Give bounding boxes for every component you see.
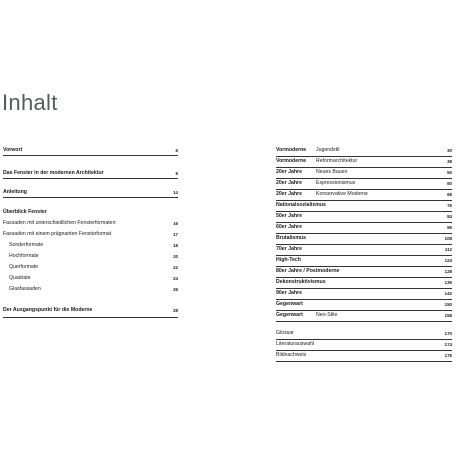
- toc-entry-style: Reformarchitektur: [316, 158, 358, 164]
- toc-entry[interactable]: [276, 289, 452, 298]
- toc-entry-label: Glasfassaden: [9, 286, 41, 292]
- page-title: Inhalt: [2, 90, 58, 115]
- toc-entry-page-number: 28: [173, 308, 178, 313]
- toc-entry-label: Glossar: [276, 330, 294, 336]
- toc-entry-label: Der Ausgangspunkt für die Moderne: [3, 307, 93, 313]
- entry-rule: [276, 255, 452, 256]
- toc-entry-label: Vormoderne: [276, 147, 307, 153]
- toc-entry-style: Expressionismus: [316, 180, 356, 186]
- toc-entry-label: High-Tech: [276, 257, 301, 263]
- toc-entry-page-number: 142: [444, 291, 452, 296]
- entry-rule: [276, 288, 452, 289]
- entry-rule: [276, 233, 452, 234]
- toc-entry-page-number: 96: [447, 225, 452, 230]
- toc-entry[interactable]: [276, 201, 452, 210]
- toc-entry-page-number: 175: [444, 353, 452, 358]
- toc-entry-label: Vormoderne: [276, 158, 307, 164]
- toc-entry-page-number: 26: [173, 287, 178, 292]
- entry-rule: [276, 299, 452, 300]
- entry-rule: [276, 310, 452, 311]
- toc-entry[interactable]: [276, 146, 452, 155]
- toc-entry[interactable]: [3, 241, 178, 250]
- entry-rule: [276, 350, 452, 351]
- toc-entry-page-number: 30: [447, 148, 452, 153]
- toc-entry-label: Fassaden mit unterschiedlichen Fensterformaten: [3, 220, 116, 226]
- toc-entry[interactable]: [276, 157, 452, 166]
- toc-entry[interactable]: [3, 285, 178, 294]
- entry-rule: [276, 200, 452, 201]
- entry-rule: [276, 339, 452, 340]
- toc-entry-page-number: 22: [173, 265, 178, 270]
- toc-entry-label: 70er Jahre: [276, 246, 302, 252]
- entry-rule: [276, 167, 452, 168]
- toc-entry-label: 90er Jahre: [276, 290, 302, 296]
- toc-entry-page-number: 158: [444, 313, 452, 318]
- toc-entry-page-number: 50: [447, 170, 452, 175]
- entry-rule: [276, 361, 452, 362]
- toc-entry-label: 20er Jahre: [276, 191, 302, 197]
- toc-entry-label: 20er Jahre: [276, 169, 302, 175]
- toc-entry-page-number: 14: [173, 190, 178, 195]
- toc-entry-label: Vorwort: [3, 147, 23, 153]
- toc-entry-style: Neues Bauen: [316, 169, 348, 175]
- toc-entry[interactable]: [276, 234, 452, 243]
- entry-rule: [3, 197, 178, 198]
- toc-entry-label: Sonderformate: [9, 242, 44, 248]
- toc-entry-label: Hochformate: [9, 253, 39, 259]
- toc-entry-label: 20er Jahre: [276, 180, 302, 186]
- toc-entry[interactable]: [3, 252, 178, 261]
- toc-entry-page-number: 24: [173, 276, 178, 281]
- entry-rule: [3, 178, 178, 179]
- entry-rule: [276, 222, 452, 223]
- toc-entry-page-number: 6: [175, 148, 178, 153]
- toc-entry-page-number: 136: [444, 280, 452, 285]
- toc-entry-page-number: 150: [444, 302, 452, 307]
- toc-entry-label: Fassaden mit einem prägnanten Fensterformat: [3, 231, 112, 237]
- toc-entry-page-number: 128: [444, 269, 452, 274]
- toc-entry-page-number: 8: [175, 171, 178, 176]
- toc-entry-page-number: 38: [447, 159, 452, 164]
- toc-entry[interactable]: [276, 351, 452, 360]
- toc-entry-label: Literaturauswahl: [276, 341, 315, 347]
- toc-entry-label: Bildnachweis: [276, 352, 307, 358]
- toc-entry-page-number: 17: [173, 232, 178, 237]
- toc-entry[interactable]: [3, 274, 178, 283]
- entry-rule: [276, 244, 452, 245]
- toc-entry-label: 60er Jahre: [276, 224, 302, 230]
- toc-entry-page-number: 112: [444, 247, 452, 252]
- toc-entry-label: Überblick Fenster: [3, 209, 47, 215]
- toc-entry-label: Anleitung: [3, 189, 27, 195]
- toc-entry-label: 80er Jahre / Postmoderne: [276, 268, 340, 274]
- toc-entry-style: Neo-Stile: [316, 312, 338, 318]
- toc-entry[interactable]: [276, 256, 452, 265]
- entry-rule: [276, 211, 452, 212]
- toc-entry[interactable]: [276, 311, 452, 320]
- toc-entry[interactable]: [276, 267, 452, 276]
- entry-rule: [276, 178, 452, 179]
- toc-entry-style: Konservative Moderne: [316, 191, 368, 197]
- toc-entry-label: Nationalsozialismus: [276, 202, 326, 208]
- toc-entry[interactable]: [276, 212, 452, 221]
- toc-entry-label: Brutalismus: [276, 235, 306, 241]
- toc-entry-label: Dekonstruktivismus: [276, 279, 326, 285]
- toc-entry-label: Gegenwart: [276, 312, 303, 318]
- toc-entry[interactable]: [3, 146, 178, 155]
- toc-entry[interactable]: [3, 306, 178, 315]
- entry-rule: [276, 277, 452, 278]
- toc-entry[interactable]: [276, 168, 452, 177]
- entry-rule: [276, 189, 452, 190]
- toc-entry-label: 50er Jahre: [276, 213, 302, 219]
- toc-entry-page-number: 174: [444, 342, 452, 347]
- toc-entry[interactable]: [276, 179, 452, 188]
- toc-entry[interactable]: [276, 329, 452, 338]
- toc-entry[interactable]: [276, 278, 452, 287]
- toc-entry-page-number: 60: [447, 181, 452, 186]
- toc-entry-page-number: 124: [444, 258, 452, 263]
- entry-rule: [276, 321, 452, 322]
- entry-rule: [276, 156, 452, 157]
- toc-entry-label: Querformate: [9, 264, 39, 270]
- toc-entry[interactable]: [3, 188, 178, 197]
- toc-entry-page-number: 76: [447, 203, 452, 208]
- toc-entry[interactable]: [3, 263, 178, 272]
- toc-entry-page-number: 108: [444, 236, 452, 241]
- entry-rule: [3, 155, 178, 156]
- toc-entry-style: Jugendstil: [316, 147, 340, 153]
- toc-entry[interactable]: [276, 245, 452, 254]
- toc-entry[interactable]: [276, 190, 452, 199]
- toc-entry[interactable]: [276, 223, 452, 232]
- toc-entry[interactable]: [3, 230, 178, 239]
- entry-rule: [276, 266, 452, 267]
- toc-entry[interactable]: [3, 208, 178, 217]
- toc-entry-page-number: 16: [173, 221, 178, 226]
- toc-entry-page-number: 18: [173, 243, 178, 248]
- toc-entry-page-number: 84: [447, 214, 452, 219]
- toc-entry-page-number: 170: [444, 331, 452, 336]
- toc-entry-page-number: 68: [447, 192, 452, 197]
- toc-entry-label: Gegenwart: [276, 301, 303, 307]
- toc-entry[interactable]: [3, 219, 178, 228]
- toc-entry[interactable]: [276, 300, 452, 309]
- toc-entry-label: Das Fenster in der modernen Architektur: [3, 170, 104, 176]
- toc-entry-page-number: 20: [173, 254, 178, 259]
- toc-entry[interactable]: [3, 169, 178, 178]
- toc-entry[interactable]: [276, 340, 452, 349]
- toc-entry-label: Quadrate: [9, 275, 31, 281]
- entry-rule: [3, 317, 178, 318]
